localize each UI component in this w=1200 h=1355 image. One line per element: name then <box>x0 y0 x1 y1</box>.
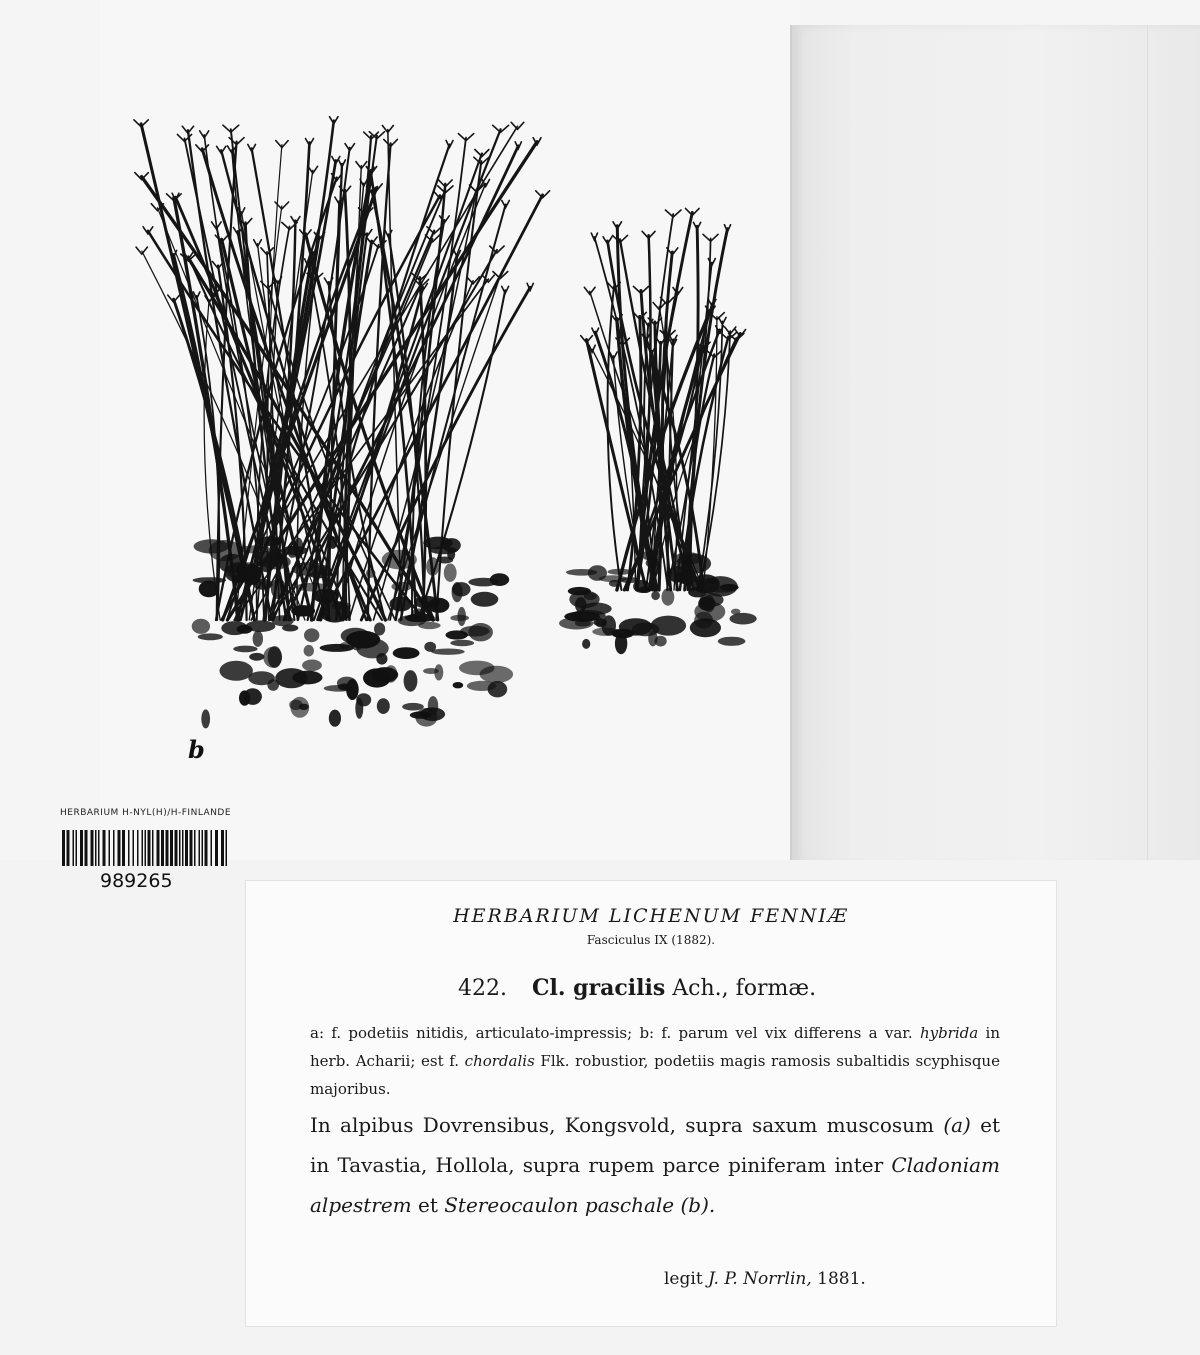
lichen-base-blot <box>198 633 223 640</box>
barcode-bar <box>221 830 224 866</box>
lichen-base-blot <box>291 605 315 616</box>
lichen-base-blot <box>490 573 509 586</box>
barcode-bar <box>85 830 88 866</box>
lichen-base-blot <box>304 645 314 657</box>
lichen-base-blot <box>295 583 329 592</box>
locality-1: In alpibus Dovrensibus, Kongsvold, supra saxum muscosum <box>310 1113 935 1137</box>
lichen-base-blot <box>199 581 219 598</box>
lichen-base-blot <box>275 668 307 688</box>
lichen-base-blot <box>706 586 737 593</box>
barcode-bar <box>137 830 139 866</box>
barcode-bar <box>190 830 193 866</box>
lichen-base-blot <box>263 647 282 668</box>
barcode-bar <box>91 830 94 866</box>
lichen-base-blot <box>582 639 590 649</box>
lichen-base-blot <box>329 710 341 727</box>
lichen-base-blot <box>233 646 257 653</box>
label-formae: formæ. <box>735 976 817 1001</box>
barcode-bar <box>118 830 121 866</box>
lichen-base-blot <box>201 709 210 728</box>
lichen-base-blot <box>302 660 322 672</box>
lichen-base-blot <box>256 536 282 546</box>
barcode-bar <box>67 830 70 866</box>
lichen-base-blot <box>244 688 262 705</box>
packet-crease <box>1147 25 1148 865</box>
barcode-bar <box>98 830 100 866</box>
barcode-bar <box>166 830 169 866</box>
lichen-base-blot <box>328 536 337 549</box>
lichen-base-blot <box>253 631 263 647</box>
locality-2: et in Tavastia, Hollola, supra rupem parce piniferam inter <box>310 1113 1000 1177</box>
label-header: HERBARIUM LICHENUM FENNIÆ <box>453 905 849 927</box>
barcode-block <box>58 808 238 893</box>
lichen-base-blot <box>281 546 308 555</box>
label-description <box>310 1019 1000 1103</box>
lichen-base-blot <box>311 565 331 575</box>
barcode-bar <box>215 830 218 866</box>
lichen-base-blot <box>651 616 686 636</box>
barcode-bar <box>226 830 228 866</box>
barcode-bar <box>202 830 204 866</box>
desc-b-suffix: in herb. Acharii; est f. <box>310 1024 1000 1070</box>
barcode-bar <box>185 830 188 866</box>
lichen-base-blot <box>372 667 398 682</box>
lichen-base-blot <box>488 681 508 697</box>
lichen-base-blot <box>423 668 439 674</box>
barcode-bar <box>199 830 201 866</box>
lichen-base-blot <box>220 661 253 681</box>
lichen-base-blot <box>299 704 309 710</box>
locality-a: (a) <box>943 1113 971 1137</box>
lichen-base-blot <box>447 549 455 560</box>
lichen-base-blot <box>377 698 390 714</box>
specimen-part-letter: b <box>188 735 205 764</box>
lichen-base-blot <box>471 592 499 607</box>
lichen-base-blot <box>431 649 465 655</box>
barcode-bar <box>182 830 184 866</box>
lichen-base-blot <box>402 703 424 711</box>
lichen-base-blot <box>674 552 702 564</box>
lichen-base-blot <box>404 670 418 692</box>
lichen-base-blot <box>588 565 607 581</box>
lichen-base-blot <box>232 574 254 582</box>
lichen-base-blot <box>608 569 633 575</box>
barcode-bar <box>205 830 208 866</box>
lichen-base-blot <box>452 582 463 602</box>
label-author: Ach., <box>672 976 729 1001</box>
lichen-base-blot <box>460 626 489 637</box>
barcode-number: 989265 <box>100 870 173 892</box>
barcode-bar <box>170 830 173 866</box>
legit-name: J. P. Norrlin, <box>708 1269 812 1289</box>
barcode-bar <box>194 830 196 866</box>
lichen-base-blot <box>355 698 363 719</box>
lichen-base-blot <box>575 620 591 626</box>
lichen-base-blot <box>620 577 640 583</box>
barcode-bar <box>211 830 213 866</box>
barcode-bar <box>128 830 130 866</box>
lichen-base-blot <box>221 621 248 635</box>
lichen-base-blot <box>646 558 659 567</box>
barcode-bar <box>148 830 151 866</box>
lichen-base-blot <box>261 554 291 569</box>
lichen-base-blot <box>730 613 757 625</box>
lichen-base-blot <box>271 579 286 600</box>
lichen-base-blot <box>414 596 440 608</box>
lichen-base-blot <box>341 628 370 644</box>
barcode-bars <box>62 830 230 874</box>
locality-stereocaulon: Stereocaulon paschale <box>444 1193 675 1217</box>
lichen-base-blot <box>450 615 469 621</box>
locality-b: (b). <box>680 1193 716 1217</box>
lichen-base-blot <box>393 647 420 659</box>
barcode-bar <box>133 830 135 866</box>
barcode-bar <box>152 830 154 866</box>
lichen-base-blot <box>612 629 635 638</box>
lichen-base-blot <box>444 564 457 582</box>
lichen-base-blot <box>651 591 660 600</box>
lichen-base-blot <box>320 644 354 652</box>
lichen-base-blot <box>426 557 439 576</box>
lichen-base-blot <box>415 708 437 727</box>
lichen-base-blot <box>304 628 319 642</box>
lichen-base-blot <box>564 611 600 622</box>
label-taxon-name: Cl. gracilis <box>531 975 666 1001</box>
lichen-base-blot <box>366 569 376 578</box>
lichen-base-blot <box>459 661 495 676</box>
barcode-bar <box>95 830 97 866</box>
desc-hybrida: hybrida <box>919 1024 979 1042</box>
lichen-base-blot <box>698 597 715 611</box>
lichen-base-blot <box>569 590 599 608</box>
barcode-bar <box>145 830 147 866</box>
barcode-bar <box>103 830 106 866</box>
lichen-base-blot <box>668 566 687 583</box>
label-taxon-line <box>458 975 816 1001</box>
lichen-base-blot <box>324 685 354 692</box>
barcode-bar <box>76 830 78 866</box>
lichen-base-blot <box>391 582 412 591</box>
legit-prefix: legit <box>664 1269 703 1289</box>
lichen-base-blot <box>405 614 435 623</box>
barcode-bar <box>175 830 178 866</box>
lichen-base-blot <box>450 640 474 646</box>
lichen-base-blot <box>272 615 294 626</box>
specimen-label <box>245 880 1057 1327</box>
label-number: 422. <box>458 976 507 1001</box>
label-collector <box>664 1269 866 1289</box>
barcode-bar <box>109 830 111 866</box>
lichen-base-blot <box>390 596 413 611</box>
lichen-base-blot <box>249 653 264 661</box>
lichen-base-blot <box>192 619 210 634</box>
lichen-base-blot <box>453 682 464 688</box>
lichen-base-blot <box>382 550 417 570</box>
lichen-base-blot <box>705 578 717 584</box>
barcode-bar <box>62 830 65 866</box>
barcode-bar <box>73 830 75 866</box>
legit-year: 1881. <box>817 1269 866 1289</box>
lichen-base-blot <box>638 587 651 593</box>
barcode-bar <box>157 830 160 866</box>
barcode-bar <box>80 830 83 866</box>
locality-cladonia: Cladoniam alpestrem <box>310 1153 1000 1217</box>
right-lichen-clump <box>581 208 746 590</box>
barcode-caption: HERBARIUM H-NYL(H)/H-FINLANDE <box>60 808 232 818</box>
desc-chordalis: chordalis <box>464 1052 535 1070</box>
lichen-base-blot <box>219 554 246 573</box>
barcode-bar <box>122 830 125 866</box>
lichen-base-blot <box>718 637 746 646</box>
lichen-specimen-image <box>0 0 800 800</box>
packet-fold <box>790 25 1200 865</box>
barcode-bar <box>179 830 181 866</box>
desc-flk: Flk. robustior, podetiis magis ramosis subaltidis scyphisque majoribus. <box>310 1052 1000 1098</box>
label-locality <box>310 1105 1000 1225</box>
lichen-base-blot <box>331 602 351 610</box>
barcode-bar <box>142 830 144 866</box>
lichen-base-blot <box>593 619 606 626</box>
lichen-base-blot <box>662 588 675 605</box>
lichen-base-blot <box>246 620 276 632</box>
lichen-base-blot <box>655 636 667 647</box>
lichen-base-blot <box>690 618 721 637</box>
label-subheader: Fasciculus IX (1882). <box>586 933 716 947</box>
desc-a: a: f. podetiis nitidis, articulato-impressis; <box>310 1024 633 1042</box>
barcode-bar <box>161 830 164 866</box>
desc-b: b: f. parum vel vix differens a var. <box>639 1024 913 1042</box>
lichen-base-blot <box>374 623 385 636</box>
barcode-bar <box>113 830 115 866</box>
locality-et: et <box>417 1193 438 1217</box>
